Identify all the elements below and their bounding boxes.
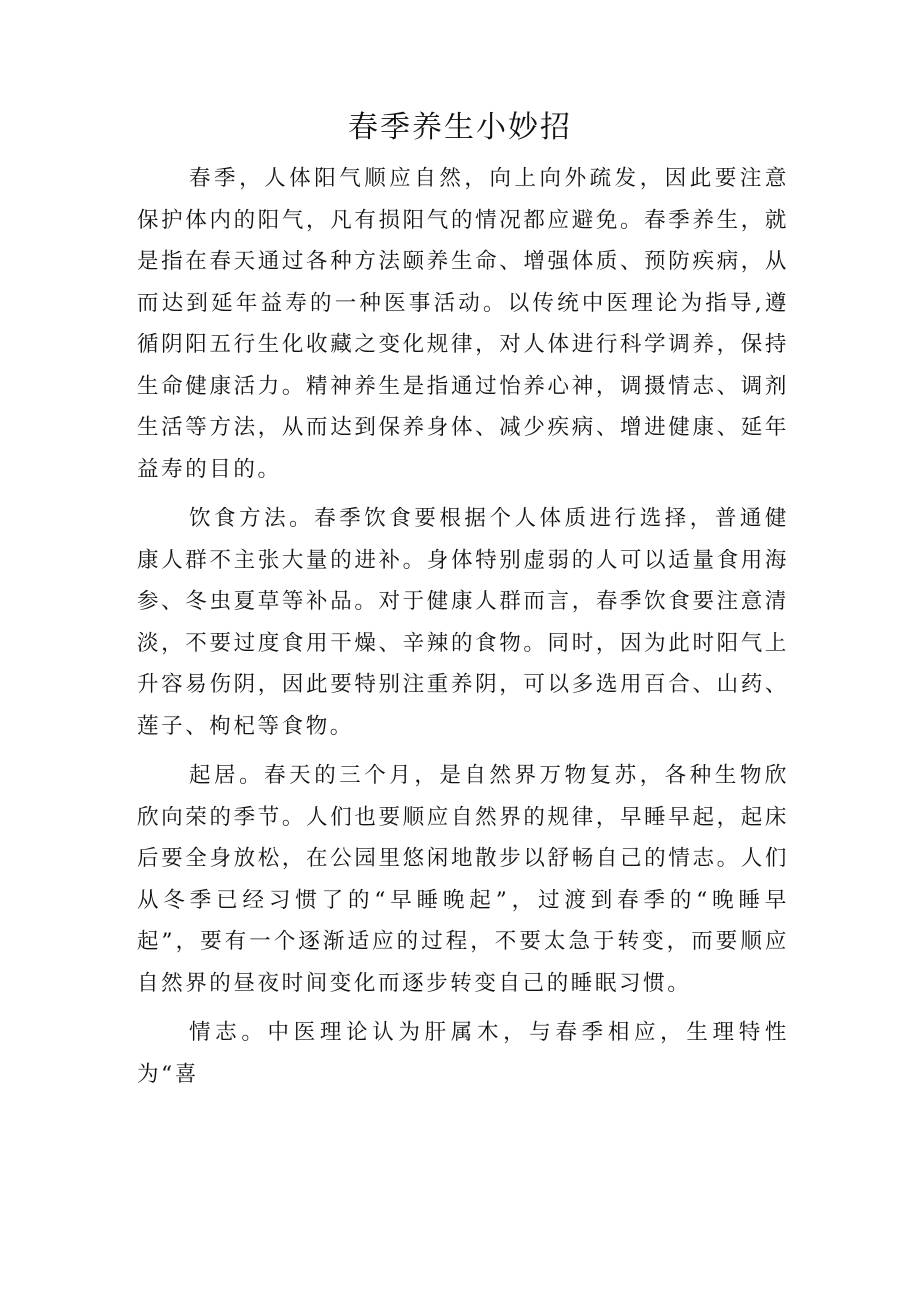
paragraph-daily-routine: 起居。春天的三个月，是自然界万物复苏，各种生物欣欣向荣的季节。人们也要顺应自然界的规律，早睡早起，起床后要全身放松，在公园里悠闲地散步以舒畅自己的情志。人们从冬季已经习惯了的“早睡晚起”，过渡到春季的“晚睡早起”，要有一个逐渐适应的过程，不要太急于转变，而要顺应自然界的昼夜时间变化而逐步转变自己的睡眠习惯。	[137, 763, 789, 996]
paragraph-intro: 春季，人体阳气顺应自然，向上向外疏发，因此要注意保护体内的阳气，凡有损阳气的情况都应避免。春季养生，就是指在春天通过各种方法颐养生命、增强体质、预防疾病，从而达到延年益寿的一种医事活动。以传统中医理论为指导,遵循阴阳五行生化收藏之变化规律，对人体进行科学调养，保持生命健康活力。精神养生是指通过怡养心神，调摄情志、调剂生活等方法，从而达到保养身体、减少疾病、增进健康、延年益寿的目的。	[137, 166, 789, 482]
paragraph-emotion: 情志。中医理论认为肝属木，与春季相应，生理特性为“喜	[137, 1020, 789, 1087]
paragraph-diet: 饮食方法。春季饮食要根据个人体质进行选择，普通健康人群不主张大量的进补。身体特别虚弱的人可以适量食用海参、冬虫夏草等补品。对于健康人群而言，春季饮食要注意清淡，不要过度食用干燥、辛辣的食物。同时，因为此时阳气上升容易伤阴，因此要特别注重养阴，可以多选用百合、山药、莲子、枸杞等食物。	[137, 506, 789, 739]
document-body	[137, 158, 789, 1095]
document-title: 春季养生小妙招	[348, 110, 572, 145]
